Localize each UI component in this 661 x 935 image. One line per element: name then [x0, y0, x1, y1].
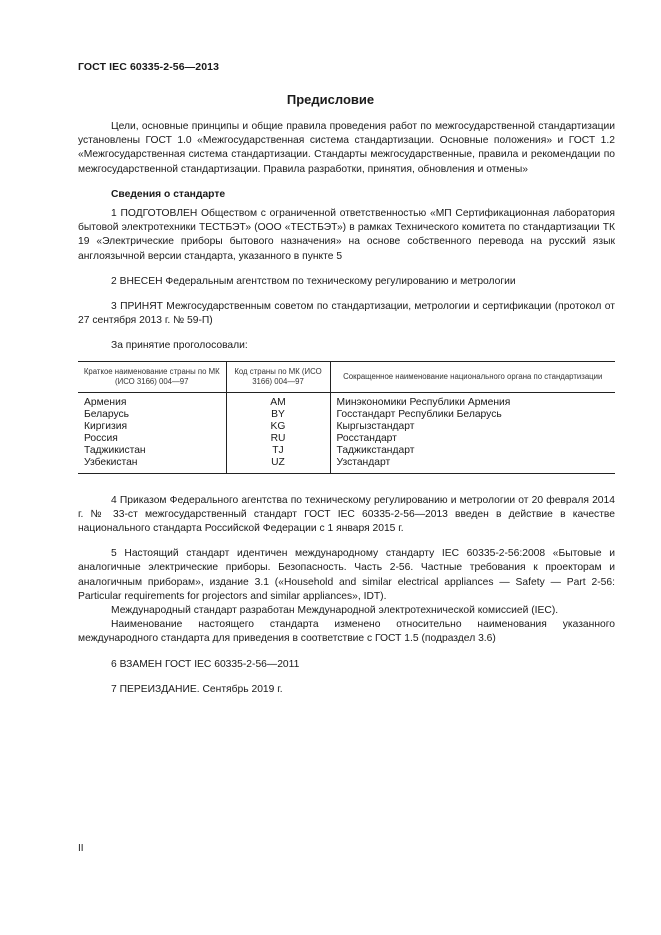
- table-row: [78, 433, 615, 445]
- country-cell: Армения: [84, 396, 127, 408]
- table-header-code: Код страны по МК (ИСО 3166) 004—97: [226, 361, 330, 392]
- page-title: Предисловие: [286, 92, 375, 107]
- item-5-rename: Наименование настоящего стандарта изменено относительно наименования указанного международного стандарта для приведения в соответствие с ГОСТ 1.5 (подраздел 3.6): [78, 619, 615, 645]
- country-cell: Россия: [84, 432, 118, 444]
- section-subheading: Сведения о стандарте: [111, 188, 226, 200]
- country-cell: Киргизия: [84, 420, 128, 432]
- code-cell: TJ: [226, 445, 330, 457]
- page-number: II: [78, 843, 84, 854]
- table-header-body: Сокращенное наименование национального органа по стандартизации: [330, 361, 615, 392]
- table-row: [78, 392, 615, 409]
- body-cell: Росстандарт: [330, 433, 615, 445]
- body-cell: Кыргызстандарт: [330, 421, 615, 433]
- item-1-paragraph: 1 ПОДГОТОВЛЕН Обществом с ограниченной ответственностью «МП Сертификационная лаборатория бытовой электротехники ТЕСТБЭТ» (ООО «ТЕСТБЭТ») в рамках Технического комитета по стандартизации ТК 19 «Электрические приборы бытового назначения» на основе собственного перевода на русский язык англоязычной версии стандарта, указанного в пункте 5: [78, 208, 615, 262]
- standard-header: ГОСТ IEC 60335-2-56—2013: [78, 61, 220, 73]
- item-4-paragraph: 4 Приказом Федерального агентства по техническому регулированию и метрологии от 20 февраля 2014 г. № 33-ст межгосударственный стандарт ГОСТ IEC 60335-2-56—2013 введен в действие в качестве национального стандарта Российской Федерации с 1 января 2015 г.: [78, 494, 615, 535]
- item-5-paragraph: 5 Настоящий стандарт идентичен международному стандарту IEC 60335-2-56:2008 «Бытовые и аналогичные электрические приборы. Безопасность. Часть 2-56. Частные требования к проекторам и аналогичным приборам», издание 3.1 («Household and similar electrical appliances — Safety — Part 2-56: Particular requirements for projectors and similar appliances», IDT).: [78, 548, 615, 602]
- item-7-paragraph: 7 ПЕРЕИЗДАНИЕ. Сентябрь 2019 г.: [111, 683, 283, 695]
- item-2-paragraph: 2 ВНЕСЕН Федеральным агентством по техническому регулированию и метрологии: [111, 275, 516, 287]
- body-cell: Госстандарт Республики Беларусь: [330, 409, 615, 421]
- table-row: [78, 445, 615, 457]
- item-5-developer: Международный стандарт разработан Международной электротехнической комиссией (IEC).: [111, 605, 559, 617]
- code-cell: UZ: [226, 457, 330, 474]
- item-3-paragraph: 3 ПРИНЯТ Межгосударственным советом по стандартизации, метрологии и сертификации (протокол от 27 сентября 2013 г. № 59-П): [78, 301, 615, 327]
- body-cell: Таджикстандарт: [330, 445, 615, 457]
- code-cell: AM: [226, 392, 330, 409]
- code-cell: RU: [226, 433, 330, 445]
- vote-intro: За принятие проголосовали:: [111, 340, 248, 352]
- table-row: [78, 409, 615, 421]
- country-cell: Беларусь: [84, 408, 130, 420]
- country-cell: Узбекистан: [78, 457, 226, 474]
- voting-table: [78, 361, 615, 474]
- table-row: [78, 421, 615, 433]
- intro-paragraph: Цели, основные принципы и общие правила проведения работ по межгосударственной стандартизации установлены ГОСТ 1.0 «Межгосударственная система стандартизации. Основные положения» и ГОСТ 1.2 «Межгосударственная система стандартизации. Стандарты межгосударственные, правила и рекомендации по межгосударственной стандартизации. Правила разработки, принятия, обновления и отмены»: [78, 121, 615, 175]
- body-cell: Минэкономики Республики Армения: [330, 392, 615, 409]
- code-cell: KG: [226, 421, 330, 433]
- body-cell: Узстандарт: [330, 457, 615, 474]
- table-header-country: Краткое наименование страны по МК (ИСО 3166) 004—97: [78, 361, 226, 392]
- country-cell: Таджикистан: [84, 444, 146, 456]
- table-row: [78, 457, 615, 474]
- code-cell: BY: [226, 409, 330, 421]
- table-header-row: [78, 361, 615, 392]
- item-6-paragraph: 6 ВЗАМЕН ГОСТ IEC 60335-2-56—2011: [111, 658, 300, 670]
- document-body: [78, 120, 615, 697]
